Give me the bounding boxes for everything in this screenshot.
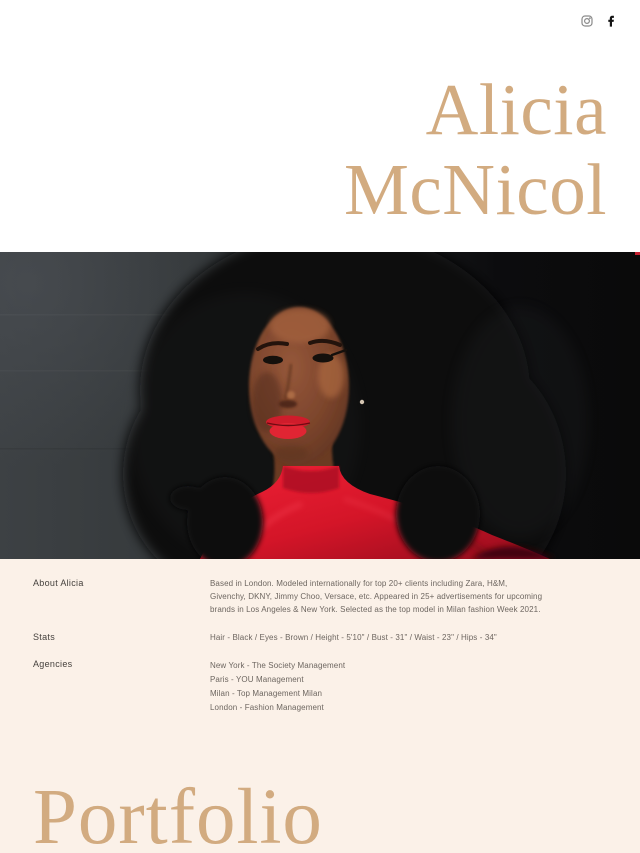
agency-item: New York - The Society Management [210, 661, 346, 671]
portrait-photo [0, 252, 640, 559]
stats-row [33, 632, 607, 645]
about-row [33, 578, 607, 616]
stats-label: Stats [33, 632, 56, 643]
instagram-icon[interactable] [581, 14, 593, 26]
agencies-row [33, 659, 607, 714]
agencies-label: Agencies [33, 659, 73, 670]
facebook-icon[interactable] [606, 14, 618, 26]
header [0, 0, 640, 252]
about-text-line: brands in Los Angeles & New York. Selected as the top model in Milan fashion Week 2021. [210, 604, 541, 614]
stats-text [210, 632, 497, 645]
agency-item: London - Fashion Management [210, 702, 324, 712]
agency-item: Milan - Top Management Milan [210, 688, 323, 698]
social-links [581, 14, 618, 26]
agencies-list [210, 659, 345, 714]
portfolio-heading: Portfolio [33, 774, 323, 853]
agency-item: Paris - YOU Management [210, 674, 304, 684]
about-text-line: Based in London. Modeled internationally for top 20+ clients including Zara, H&M, [210, 579, 508, 588]
about-label: About Alicia [33, 578, 84, 588]
page-title: Alicia McNicol [344, 69, 607, 230]
stats-text-line: Hair - Black / Eyes - Brown / Height - 5'10" / Bust - 31" / Waist - 23" / Hips - 34" [210, 633, 497, 643]
about-text [210, 578, 542, 616]
about-text-line: Givenchy, DKNY, Jimmy Choo, Versace, etc. Appeared in 25+ advertisements for upcoming [210, 591, 543, 601]
info-section [0, 559, 640, 853]
